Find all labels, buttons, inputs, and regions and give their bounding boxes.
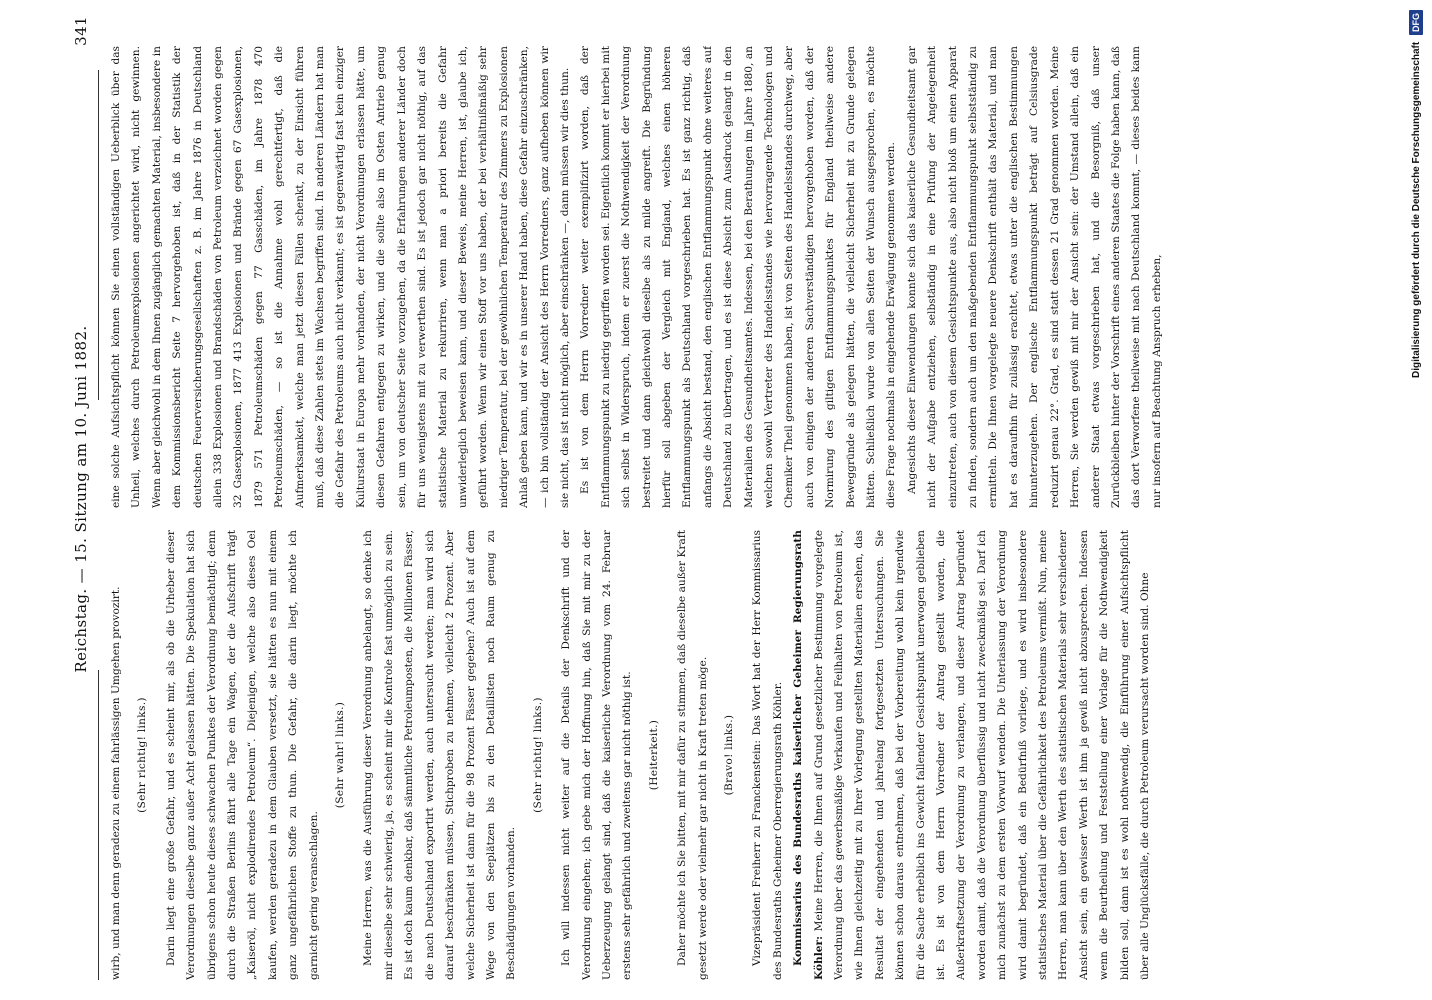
paragraph: Angesichts dieser Einwendungen konnte sich das kaiserliche Gesundheitsamt gar nicht der Aufgabe entziehen, selbständig in eine Prüfung der Angelegenheit einzutreten, auch von diesem Gesichtspunkte aus, also nicht bloß um einen Apparat zu finden, sondern auch um den maßgebenden Entflammungspunkt selbstständig zu ermitteln. Die Ihnen vorgelegte neuere Denkschrift enthält das Material, und man hat es daraufhin für zulässig erachtet, etwas unter die englischen Bestimmungen hinunterzugehen. Der englische Entflammungspunkt beträgt auf Celsiusgrade reduzirt genau 22°. Grad, es sind statt dessen 21 Grad genommen worden. Meine Herren, Sie werden gewiß mit mir der Ansicht sein: der Umstand allein, daß ein anderer Staat etwas vorgeschrieben hat, und die Besorgniß, daß unser Zurückbleiben hinter der Vorschrift eines anderen Staates die Folge haben kann, daß das dort Verworfene theilweise mit nach Deutschland kommt, — dieses beides kann nur insofern auf Beachtung Anspruch erheben, xyxy=(905,46,1163,508)
right-column xyxy=(106,46,1368,508)
paragraph: Meine Herren, was die Ausführung dieser Verordnung anbelangt, so denke ich mir dieselbe sehr schwierig, ja, es scheint mir die Kontrole fast unmöglich zu sein. Es ist doch kaum denkbar, daß sämmtliche Petroleumposten, die Millionen Fässer, die nach Deutschland exportirt werden, auch untersucht werden; man wird sich darauf beschränken müssen, Stichproben zu nehmen, vielleicht 2 Prozent. Aber welche Sicherheit ist dann für die 98 Prozent Fässer gegeben? Auch ist auf dem Wege von den Seeplätzen bis zu den Detaillisten noch Raum genug zu Beschädigungen vorhanden. xyxy=(362,530,518,980)
running-head-title: Reichstag. — 15. Sitzung am 10. Juni 1882. xyxy=(72,325,90,673)
page-number: 341 xyxy=(72,16,90,46)
speech-paragraph xyxy=(788,530,1155,980)
reaction-note: (Sehr richtig! links.) xyxy=(136,697,149,813)
header-rule-right xyxy=(98,70,99,400)
running-head xyxy=(72,16,96,982)
paragraph: Darin liegt eine große Gefahr, und es scheint mir, als ob die Urheber dieser Verordnungen dieselbe ganz außer Acht gelassen hätten. Die Spekulation hat sich übrigens schon heute dieses schwachen Punktes der Verordnung bemächtigt; denn durch die Straßen Berlins fährt alle Tage ein Wagen, der die Aufschrift trägt „Kaiseröl, nicht explodirendes Petroleum“. Diejenigen, welche also dieses Oel kaufen, werden geradezu in dem Glauben versetzt, sie hätten es nun mit einem ganz ungefährlichen Stoffe zu thun. Die Gefahr, die darin liegt, möchte ich garnicht gering veranschlagen. xyxy=(164,530,320,980)
reaction-note: (Sehr richtig! links.) xyxy=(531,697,544,813)
speaker-name: Kommissarius des Bundesraths kaiserlicher Geheimer Regierungsrath Köhler: xyxy=(792,530,825,980)
reaction-note: (Heiterkeit.) xyxy=(647,719,660,791)
paragraph: eine solche Aufsichtspflicht können Sie einen vollständigen Ueberblick über das Unheil, welches durch Petroleumexplosionen angerichtet wird, nicht gewinnen. Wenn aber gleichwohl in dem Ihnen zugänglich gemachten Material, insbesondere in dem Kommissionsbericht Seite 7 hervorgehoben ist, daß in der Statistik der deutschen Feuerversicherungsgesellschaften z. B. im Jahre 1876 in Deutschland allein 338 Explosionen und Brandschäden von Petroleum verzeichnet worden gegen 32 Gasexplosionen, 1877 413 Explosionen und Brände gegen 67 Gasexplosionen, 1879 571 Petroleumschäden gegen 77 Gasschäden, im Jahre 1878 470 Petroleumschäden, — so ist die Annahme wohl gerechtfertigt, daß die Aufmerksamkeit, welche man jetzt diesen Fällen schenkt, zu der Einsicht führen muß, daß diese Zahlen stets im Wachsen begriffen sind. In anderen Ländern hat man die Gefahr des Petroleums auch nicht verkannt; es ist gegenwärtig fast kein einziger Kulturstaat in Europa mehr vorhanden, der nicht Verordnungen erlassen hätte, um diesen Gefahren entgegen zu wirken, und die sollte also im Osten Antrieb genug sein, um von deutscher Seite vorzugehen, da die Erfahrungen anderer Länder doch für uns wenigstens mit zu verwerthen sind. Es ist jedoch gar nicht nöthig, auf das statistische Material zu rekurriren, wenn man a priori bereits die Gefahr unwiderleglich beweisen kann, und dieser Beweis, meine Herren, ist, glaube ich, geführt worden. Wenn wir einen Stoff vor uns haben, der bei verhältnißmäßig sehr niedriger Temperatur, bei der gewöhnlichen Temperatur des Zimmers zu Explosionen Anlaß geben kann, und wir es in unserer Hand haben, diese Gefahr einzuschränken, — ich bin vollständig der Ansicht des Herrn Vorredners, ganz aufheben können wir sie nicht, das ist nicht möglich, aber einschränken —, dann müssen wir dies thun. xyxy=(110,46,571,508)
paragraph: Vizepräsident Freiherr zu Franckenstein: Das Wort hat der Herr Kommissarius des Bundesraths Geheimer Oberregierungsrath Köhler. xyxy=(751,530,784,980)
speech-text: Meine Herren, die Ihnen auf Grund gesetzlicher Bestimmung vorgelegte Verordnung über das gewerbsmäßige Verkaufen und Feilhalten von Petroleum ist, wie Ihnen gleichzeitig mit zu Ihrer Vorlegung gestellten Materialien ersehen, das Resultat der eingehenden und jahrelang fortgesetzten Untersuchungen. Sie können schon daraus entnehmen, daß bei der Vorbereitung wohl kein irgendwie für die Sache erheblich ins Gewicht fallender Gesichtspunkt unerwogen geblieben ist. Es ist von dem Herrn Vorredner der Antrag gestellt worden, die Außerkraftsetzung der Verordnung zu verlangen, und dieser Antrag begründet worden damit, daß die Verordnung überflüssig und nicht zweckmäßig sei. Darf ich mich zunächst zu dem ersten Vorwurf wenden. Die Unterlassung der Verordnung wird damit begründet, daß ein Bedürfniß vorliege, und es wird insbesondere statistisches Material über die Gefährlichkeit des Petroleums vermißt. Nun, meine Herren, man kann über den Werth des statistischen Materials sehr verschiedener Ansicht sein, ein gewisser Werth ist ihm ja gewiß nicht abzusprechen. Indessen wenn die Beurtheilung und Feststellung einer Vorlage für die Nothwendigkeit bilden soll, dann ist es wohl nothwendig, die Einführung einer Aufsichtspflicht über alle Unglücksfälle, die durch Petroleum verursacht worden sind. Ohne xyxy=(812,530,1152,980)
header-rule-left xyxy=(98,670,99,980)
digitization-note xyxy=(1401,0,1431,1000)
left-column xyxy=(106,530,1368,980)
paragraph: Es ist von dem Herrn Vorredner weiter exemplifizirt worden, daß der Entflammungspunkt zu niedrig gegriffen worden sei. Eigentlich kommt er hierbei mit sich selbst in Widerspruch, indem er zuerst die Nothwendigkeit der Verordnung bestreitet und dann gleichwohl dieselbe als zu milde angreift. Die Begründung hierfür soll abgeben der Vergleich mit England, welches einen höheren Entflammungspunkt als Deutschland vorgeschrieben hat. Es ist ganz richtig, daß anfangs die Absicht bestand, den englischen Entflammungspunkt ohne weiteres auf Deutschland zu übertragen, und es ist diese Absicht zum Ausdruck gelangt in den Materialien des Gesundheitsamtes. Indessen, bei den Berathungen im Jahre 1880, an welchen sowohl Vertreter des Handelsstandes wie hervorragende Technologen und Chemiker Theil genommen haben, ist von Seiten des Handelsstandes durchweg, aber auch von einigen der anderen Sachverständigen hervorgehoben worden, daß der Normirung des giltigen Entflammungspunktes für England theilweise andere Beweggründe als gelegen hätten, die vielleicht Sicherheit mit zu Grunde gelegen hätten. Schließlich wurde von allen Seiten der Wunsch ausgesprochen, es möchte diese Frage nochmals in eingehende Erwägung genommen werden. xyxy=(579,46,898,508)
paragraph: wirb, und man denn geradezu zu einem fahrlässigen Umgehen provozirt. xyxy=(110,586,122,980)
paragraph: Ich will indessen nicht weiter auf die Details der Denkschrift und der Verordnung eingehen; ich gebe mich der Hoffnung hin, daß Sie mit mir zu der Ueberzeugung gelangt sind, daß die kaiserliche Verordnung vom 24. Februar erstens sehr gefährlich und zweitens gar nicht nöthig ist. xyxy=(560,530,634,980)
dfg-logo: DFG xyxy=(1409,10,1423,35)
paragraph: Daher möchte ich Sie bitten, mit mir dafür zu stimmen, daß dieselbe außer Kraft gesetzt werde oder vielmehr gar nicht in Kraft treten möge. xyxy=(676,530,709,980)
reaction-note: (Bravo! links.) xyxy=(722,714,735,796)
rotated-page xyxy=(2,0,1390,1000)
digitization-text: Digitalisierung gefördert durch die Deutsche Forschungsgemeinschaft xyxy=(1411,41,1422,378)
reaction-note: (Sehr wahr! links.) xyxy=(334,701,347,809)
